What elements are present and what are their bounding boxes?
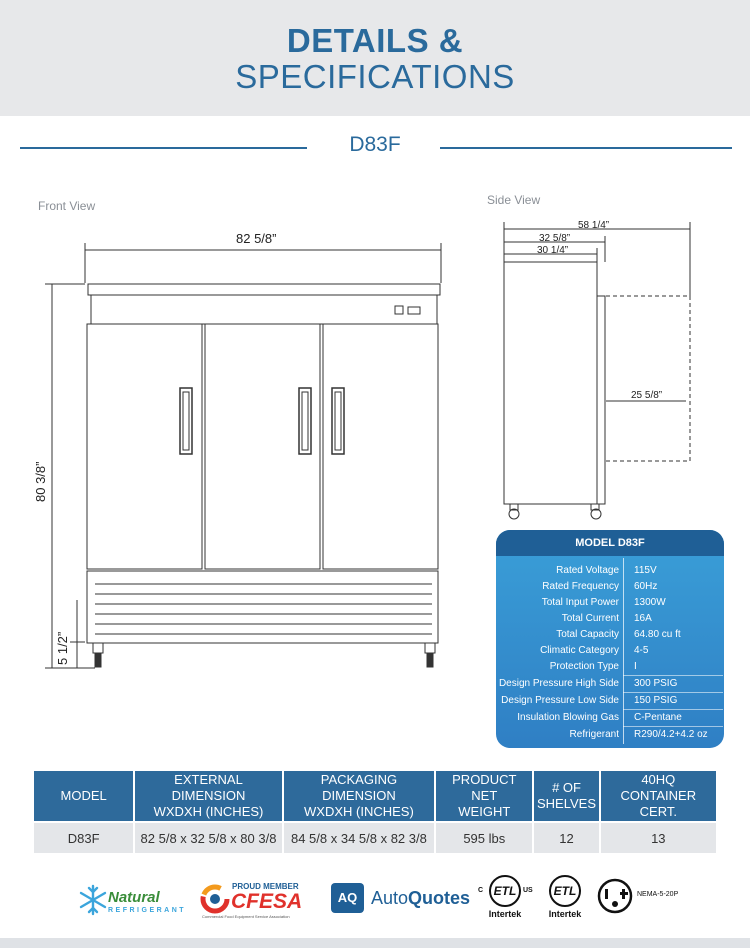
front-width-dim: 82 5/8” xyxy=(236,231,277,246)
table-header-cell xyxy=(601,771,716,821)
spec-value: 4-5 xyxy=(634,645,649,656)
spec-panel-title: MODEL D83F xyxy=(496,530,724,556)
spec-row xyxy=(496,727,724,743)
etl1-brand-text: Intertek xyxy=(488,909,522,919)
spec-label: Total Current xyxy=(561,613,619,624)
spec-row xyxy=(496,710,724,726)
spec-value: C-Pentane xyxy=(634,712,682,723)
etl2-brand-text: Intertek xyxy=(548,909,582,919)
spec-label: Design Pressure High Side xyxy=(498,678,619,689)
spec-value: 115V xyxy=(634,565,657,576)
table-header-text: WXDXH (INCHES) xyxy=(304,804,414,819)
spec-label: Total Capacity xyxy=(556,629,619,640)
table-cell: D83F xyxy=(34,823,133,853)
autoquotes-logo xyxy=(331,880,476,920)
spec-value: 150 PSIG xyxy=(634,695,678,706)
table-cell: 82 5/8 x 32 5/8 x 80 3/8 xyxy=(135,823,281,853)
table-header-cell xyxy=(135,771,281,821)
spec-label: Insulation Blowing Gas xyxy=(517,712,619,723)
spec-value: 64.80 cu ft xyxy=(634,629,681,640)
spec-label: Rated Frequency xyxy=(542,581,619,592)
spec-row xyxy=(496,676,724,692)
spec-value: 1300W xyxy=(634,597,666,608)
natural-logo-subtext: REFRIGERANT xyxy=(108,907,187,914)
etl-sanitation-logo xyxy=(545,874,585,926)
spec-row xyxy=(496,563,724,579)
plug-icon xyxy=(597,878,633,914)
side-depth-1-dim: 32 5/8” xyxy=(539,233,571,244)
spec-value: 16A xyxy=(634,613,652,624)
table-cell: 13 xyxy=(601,823,716,853)
logo-strip xyxy=(0,870,750,930)
model-title: D83F xyxy=(349,133,401,156)
spec-table xyxy=(32,769,718,855)
cfesa-top-text: PROUD MEMBER xyxy=(232,882,299,891)
side-view-label: Side View xyxy=(487,193,541,207)
table-header-text: PRODUCT NET xyxy=(452,772,517,803)
spec-label: Total Input Power xyxy=(541,597,619,608)
autoquotes-text-2: Quotes xyxy=(408,888,471,908)
table-header-cell xyxy=(436,771,532,821)
front-view-label: Front View xyxy=(38,199,96,213)
spec-row xyxy=(496,627,724,643)
side-door-dim: 25 5/8” xyxy=(631,390,663,401)
table-header-text: # OF xyxy=(552,780,581,795)
table-header-text: EXTERNAL DIMENSION xyxy=(171,772,246,803)
etl2-mark-text: ETL xyxy=(553,884,577,898)
cfesa-swirl-icon xyxy=(200,884,230,914)
table-header-text: MODEL xyxy=(60,788,107,803)
natural-refrigerant-logo xyxy=(78,882,193,922)
spec-value: 60Hz xyxy=(634,581,658,592)
spec-label: Protection Type xyxy=(549,661,619,672)
table-header-cell xyxy=(534,771,598,821)
front-height-dim: 80 3/8” xyxy=(33,461,48,502)
header-title-line2: SPECIFICATIONS xyxy=(235,58,515,95)
cfesa-sub-text: Commercial Food Equipment Service Association xyxy=(202,914,290,919)
cfesa-main-text: CFESA xyxy=(231,890,303,913)
table-cell: 595 lbs xyxy=(436,823,532,853)
table-cell: 12 xyxy=(534,823,598,853)
etl1-c-text: C xyxy=(478,887,484,894)
table-header-cell xyxy=(284,771,434,821)
natural-logo-text: Natural xyxy=(108,889,160,906)
etl-c-us-logo xyxy=(478,874,533,926)
spec-row xyxy=(496,579,724,595)
table-header-text: WXDXH (INCHES) xyxy=(153,804,264,819)
spec-value: R290/4.2+4.2 oz xyxy=(634,729,708,740)
side-depth-total-dim: 58 1/4” xyxy=(578,220,610,231)
spec-panel xyxy=(496,530,724,748)
side-depth-2-dim: 30 1/4” xyxy=(537,245,569,256)
spec-row xyxy=(496,643,724,659)
spec-row xyxy=(496,659,724,675)
front-leg-dim: 5 1/2” xyxy=(55,631,70,665)
spec-value: 300 PSIG xyxy=(634,678,678,689)
etl1-us-text: US xyxy=(523,887,533,894)
autoquotes-text xyxy=(371,888,470,909)
spec-row xyxy=(496,595,724,611)
nema-text: NEMA-5-20P xyxy=(637,891,679,898)
table-header-text: SHELVES xyxy=(537,796,597,811)
table-header-cell xyxy=(34,771,133,821)
table-header-text: PACKAGING DIMENSION xyxy=(320,772,398,803)
spec-row xyxy=(496,611,724,627)
spec-value: I xyxy=(634,661,637,672)
spec-label: Rated Voltage xyxy=(556,565,619,576)
spec-label: Climatic Category xyxy=(540,645,619,656)
table-header-row xyxy=(34,771,716,821)
autoquotes-text-1: Auto xyxy=(371,888,409,908)
table-header-text: CONTAINER CERT. xyxy=(620,788,697,819)
table-header-text: WEIGHT xyxy=(458,804,511,819)
snowflake-icon xyxy=(78,884,108,916)
table-row xyxy=(34,823,716,853)
aq-badge: AQ xyxy=(331,883,364,913)
etl1-mark-text: ETL xyxy=(493,884,517,898)
bottom-bar xyxy=(0,938,750,948)
spec-label: Design Pressure Low Side xyxy=(501,695,619,706)
table-cell: 84 5/8 x 34 5/8 x 82 3/8 xyxy=(284,823,434,853)
spec-label: Refrigerant xyxy=(569,729,619,740)
header-title-line1: DETAILS & xyxy=(286,22,464,59)
nema-plug-logo xyxy=(597,878,709,918)
cfesa-logo xyxy=(200,880,325,920)
spec-row xyxy=(496,693,724,709)
table-header-text: 40HQ xyxy=(641,772,676,787)
